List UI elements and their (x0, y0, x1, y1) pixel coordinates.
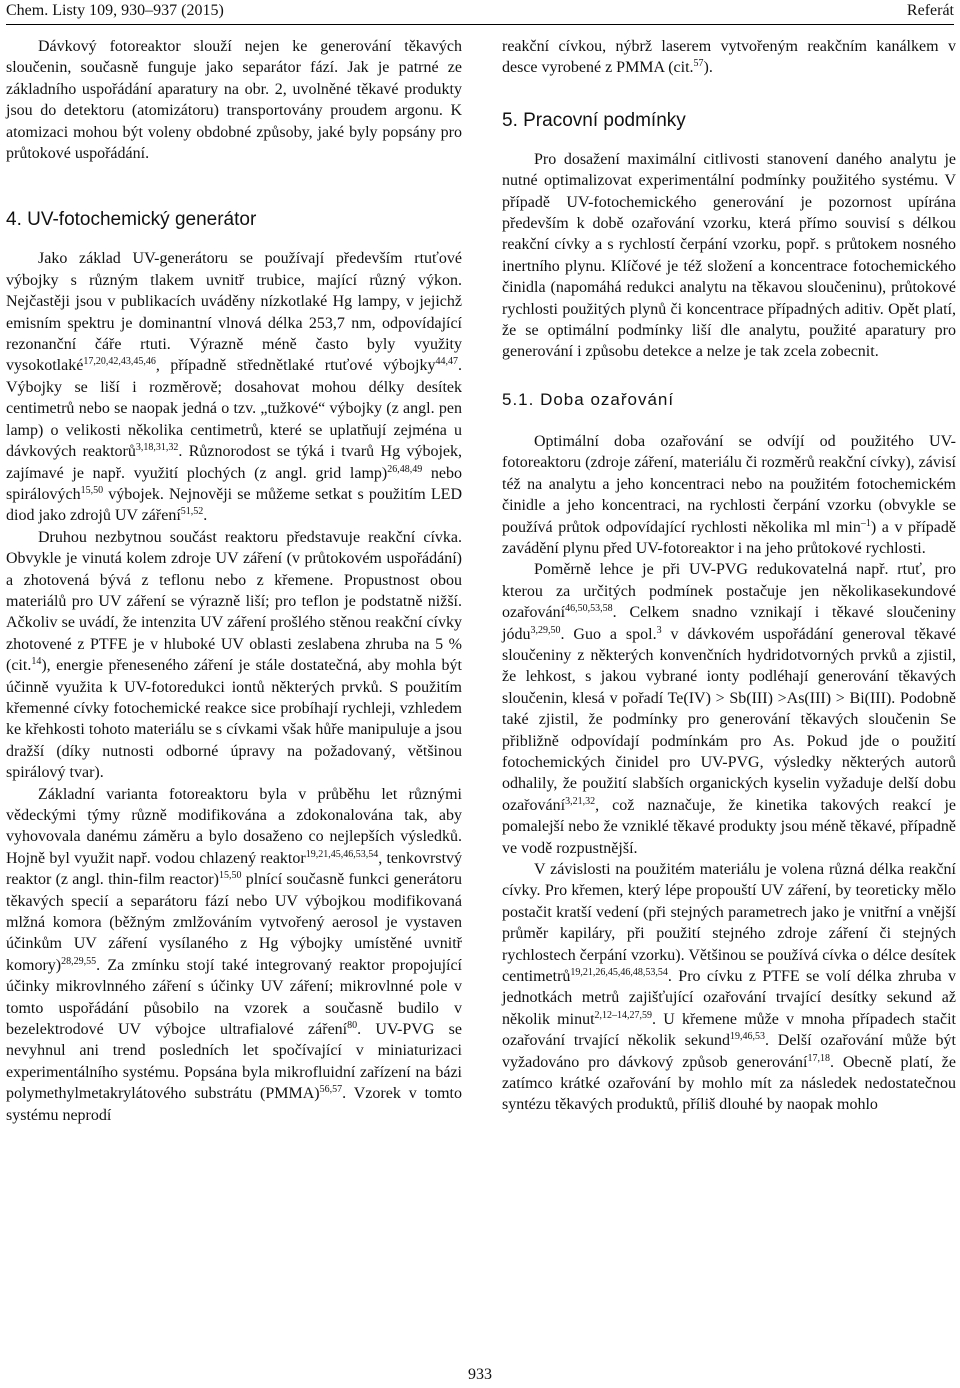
paragraph: reakční cívkou, nýbrž laserem vytvořeným reakčním kanálkem v desce vyrobené z PMMA (cit.$^{57}$). (502, 38, 956, 77)
running-header (6, 0, 954, 24)
subsection-heading: 5.1. Doba ozařování (502, 389, 675, 409)
journal-citation: Chem. Listy 109, 930–937 (2015) (6, 2, 224, 19)
citation-ref: 17,20,42,43,45,46 (83, 356, 156, 368)
citation-ref: 28,29,55 (61, 955, 97, 967)
citation-ref: 3,21,32 (565, 795, 596, 807)
paragraph: Optimální doba ozařování se odvíjí od použitého UV-fotoreaktoru (zdroje záření, materiálu či rozměrů reakční cívky), závisí též na analytu a jeho koncentraci nebo na použitém fotochemickém činidle a jeho koncentraci, na rychlosti čerpání vzorku (obvykle se používá průtok odpovídající rychlosti několika ml $\min^{-1}$) a v případě zavádění plynu před UV-fotoreaktor i na jeho průtokové rychlosti. (502, 432, 957, 557)
spacer (6, 164, 462, 208)
left-column (6, 36, 462, 1126)
citation-ref: 56,57 (319, 1084, 343, 1096)
citation-ref: 19,21,45,46,53,54 (305, 848, 379, 860)
spacer (502, 411, 956, 431)
paragraph: Druhou nezbytnou součást reaktoru představuje reakční cívka. Obvykle je vinutá kolem zdroje UV záření (v průtokovém uspořádání) a zhotovená bývá z teflonu nebo z křemene. Propustnost obou materiálů pro UV záření se výrazně liší; pro teflon je podstatně nižší. Ačkoliv se uvádí, že intenzita UV záření prošlého stěnou reakční cívky zhotovené z PTFE je v hluboké UV oblasti zeslabena zhruba na 5 % (cit.$^{14}$), energie přeneseného záření je stále dostatečná, aby mohla být účinně využita k UV-fotoredukci iontů některých prvků. S použitím křemenné cívky fotochemické reakce sice probíhají rychleji, vzhledem ke křehkosti tohoto materiálu se s cívkami však hůře manipuluje a jsou dražší (díky nutnosti odborné úpravy na požadovaný, většinou spirálový tvar). (6, 528, 462, 782)
citation-ref: 26,48,49 (387, 463, 423, 475)
citation-ref: 3,29,50 (530, 624, 561, 636)
page-number: 933 (468, 1366, 492, 1383)
paragraph: Dávkový fotoreaktor slouží nejen ke generování těkavých sloučenin, současně funguje jako separátor fází. Jak je patrné ze základního uspořádání aparatury na obr. 2, uvolněné těkavé produkty jsou do detektoru (atomizátoru) transportovány proudem argonu. K atomizaci mohou být voleny obdobné způsoby, jaké byly popsány pro průtokové uspořádání. (6, 38, 462, 163)
citation-ref: 15,50 (80, 484, 104, 496)
paragraph: Základní varianta fotoreaktoru byla v průběhu let různými vědeckými týmy různě modifikována a zdokonalována tak, aby vyhovovala danému záměru a bylo dosaženo co nejlepších výsledků. Hojně byl využit např. vodou chlazený reaktor$^{19,21,45,46,53,54}$, tenkovrstvý reaktor (z angl. thin-film reactor)$^{15,50}$ plnící současně funkci generátoru těkavých specií a separátoru fází nebo UV výbojkou modifikovaná mlžná komora (běžným zmlžováním vytvořený aerosol je vystaven účinkům UV záření vysílaného z Hg výbojky umístěné uvnitř komory)$^{28,29,55}$. Za zmínku stojí také integrovaný reaktor propojující účinky mikrovlnného záření s účinky UV záření; mikrovlnné pole v tomto uspořádání působilo na vzorek a současně budilo v bezelektrodové UV výbojce ultrafialové záření$^{80}$. UV-PVG se nevyhnul ani trend posledních let spočívající v miniaturizaci experimentálního systému. Popsána byla mikrofluidní zařízení na bázi polymethylmetakrylátového substrátu (PMMA)$^{56,57}$. Vzorek v tomto systému neprodí (6, 785, 463, 1124)
paragraph: Pro dosažení maximální citlivosti stanovení daného analytu je nutné optimalizovat experimentální podmínky použitého systému. V případě UV-fotochemického generování je pozornost upírána především k době ozařování vzorku, která přímo souvisí s délkou reakční cívky a s rychlostí čerpání vzorku, popř. s průtokem nosného inertního plynu. Klíčové je též složení a koncentrace fotochemického činidla (napomáhá redukci analytu na těkavou sloučeninu), průtokové rychlosti použitých plynů či koncentrace případných aditiv. Opět platí, že se optimální podmínky liší dle analytu, použité aparatury pro generování i způsobu detekce a nelze je tak zcela zobecnit. (502, 150, 956, 361)
citation-ref: 46,50,53,58 (565, 603, 613, 615)
section-heading: 4. UV-fotochemický generátor (6, 209, 257, 231)
right-column (502, 36, 956, 1116)
spacer (6, 232, 462, 248)
citation-ref: 3 (656, 624, 662, 636)
paragraph: Poměrně lehce je při UV-PVG redukovatelná např. rtuť, pro kterou za určitých podmínek postačuje jen několikasekundové ozařování$^{46,50,53,58}$. Celkem snadno vznikají i těkavé sloučeniny jódu$^{3,29,50}$. Guo a spol.$^3$ v dávkovém uspořádání generoval těkavé sloučeniny z některých konvenčních hydridotvorných prvků a zjistil, že lehkost, s jakou vybrané ionty podléhají generování těkavých sloučenin, klesá v pořadí Te(IV) > Sb(III) >As(III) > Bi(III). Podobně také zjistil, že podmínky pro generování těkavých sloučenin Se přibližně odpovídají podmínkám pro As. Pokud jde o použití fotochemických činidel pro UV-PVG, výsledky některých autorů odhalily, že použití slabších organických kyselin vyžaduje delší dobu ozařování$^{3,21,32}$, což naznačuje, že kinetika takových reakcí je pomalejší nebo že vzniklé těkavé produkty jsou méně těkavé, případně ve vodě rozpustnější. (502, 561, 956, 857)
citation-ref: 3,18,31,32 (135, 442, 179, 454)
citation-ref: 14 (31, 656, 42, 668)
citation-ref: 19,46,53 (730, 1031, 765, 1043)
paragraph: Jako základ UV-generátoru se používají především rtuťové výbojky s různým tlakem uvnitř trubice, mající různý výkon. Nejčastěji jsou v publikacích uváděny nízkotlaké Hg lampy, v jejichž emisním spektru je dominantní vlnová délka 253,7 nm, odpovídající rezonanční čáře rtuti. Výrazně méně často byly využity vysokotlaké$^{17,20,42,43,45,46}$, případně střednětlaké rtuťové výbojky$^{44,47}$. Výbojky se liší i rozměrově; dosahovat mohou délky desítek centimetrů nebo se naopak jedná o tzv. „tužkové“ výbojky (z angl. pen lamp) o velikosti několika centimetrů, které se uplatňují zejména u dávkových reaktorů$^{3,18,31,32}$. Různorodost se týká i tvarů Hg výbojek, zajímavé je např. využití plochých (z angl. grid lamp)$^{26,48,49}$ nebo spirálových$^{15,50}$ výbojek. Nejnověji se můžeme setkat s použitím LED diod jako zdrojů UV záření$^{51,52}$. (6, 250, 463, 525)
citation-ref: 15,50 (218, 870, 242, 882)
spacer (502, 79, 956, 109)
paragraph: V závislosti na použitém materiálu je volena různá délka reakční cívky. Pro křemen, který lépe propouští UV záření, by teoreticky mělo postačit kratší vedení (při stejných parametrech jako je vnitřní a vnější průměr kapiláry, při použití stejného zdroje záření či stejných rychlostech čerpání vzorku). Většinou se používá cívka o délce desítek centimetrů$^{19,21,26,45,46,48,53,54}$. Pro cívku z PTFE se volí délka zhruba v jednotkách metrů zajišťující ozařování trvající desítky sekund až několik minut$^{2,12-14,27,59}$. U křemene může v mnoha případech stačit ozařování trvající několik sekund$^{19,46,53}$. Delší ozařování může být vyžadováno pro dávkový způsob generování$^{17,18}$. Obecně platí, že zatímco krátké ozařování by mohlo mít za následek nedostatečnou syntézu těkavých produktů, příliš dlouhé by naopak mohlo (502, 861, 957, 1114)
spacer (502, 363, 956, 389)
citation-ref: 51,52 (180, 506, 204, 518)
article-type: Referát (906, 2, 954, 19)
citation-ref: 2,12–14,27,59 (594, 1009, 653, 1021)
header-rule (6, 24, 954, 25)
citation-ref: 19,21,26,45,46,48,53,54 (570, 967, 668, 979)
citation-ref: 57 (693, 58, 704, 70)
citation-ref: –1 (860, 517, 871, 529)
citation-ref: 44,47 (435, 356, 458, 368)
section-heading: 5. Pracovní podmínky (502, 109, 686, 131)
citation-ref: 80 (347, 1020, 358, 1032)
spacer (502, 133, 956, 149)
citation-ref: 17,18 (807, 1052, 830, 1064)
